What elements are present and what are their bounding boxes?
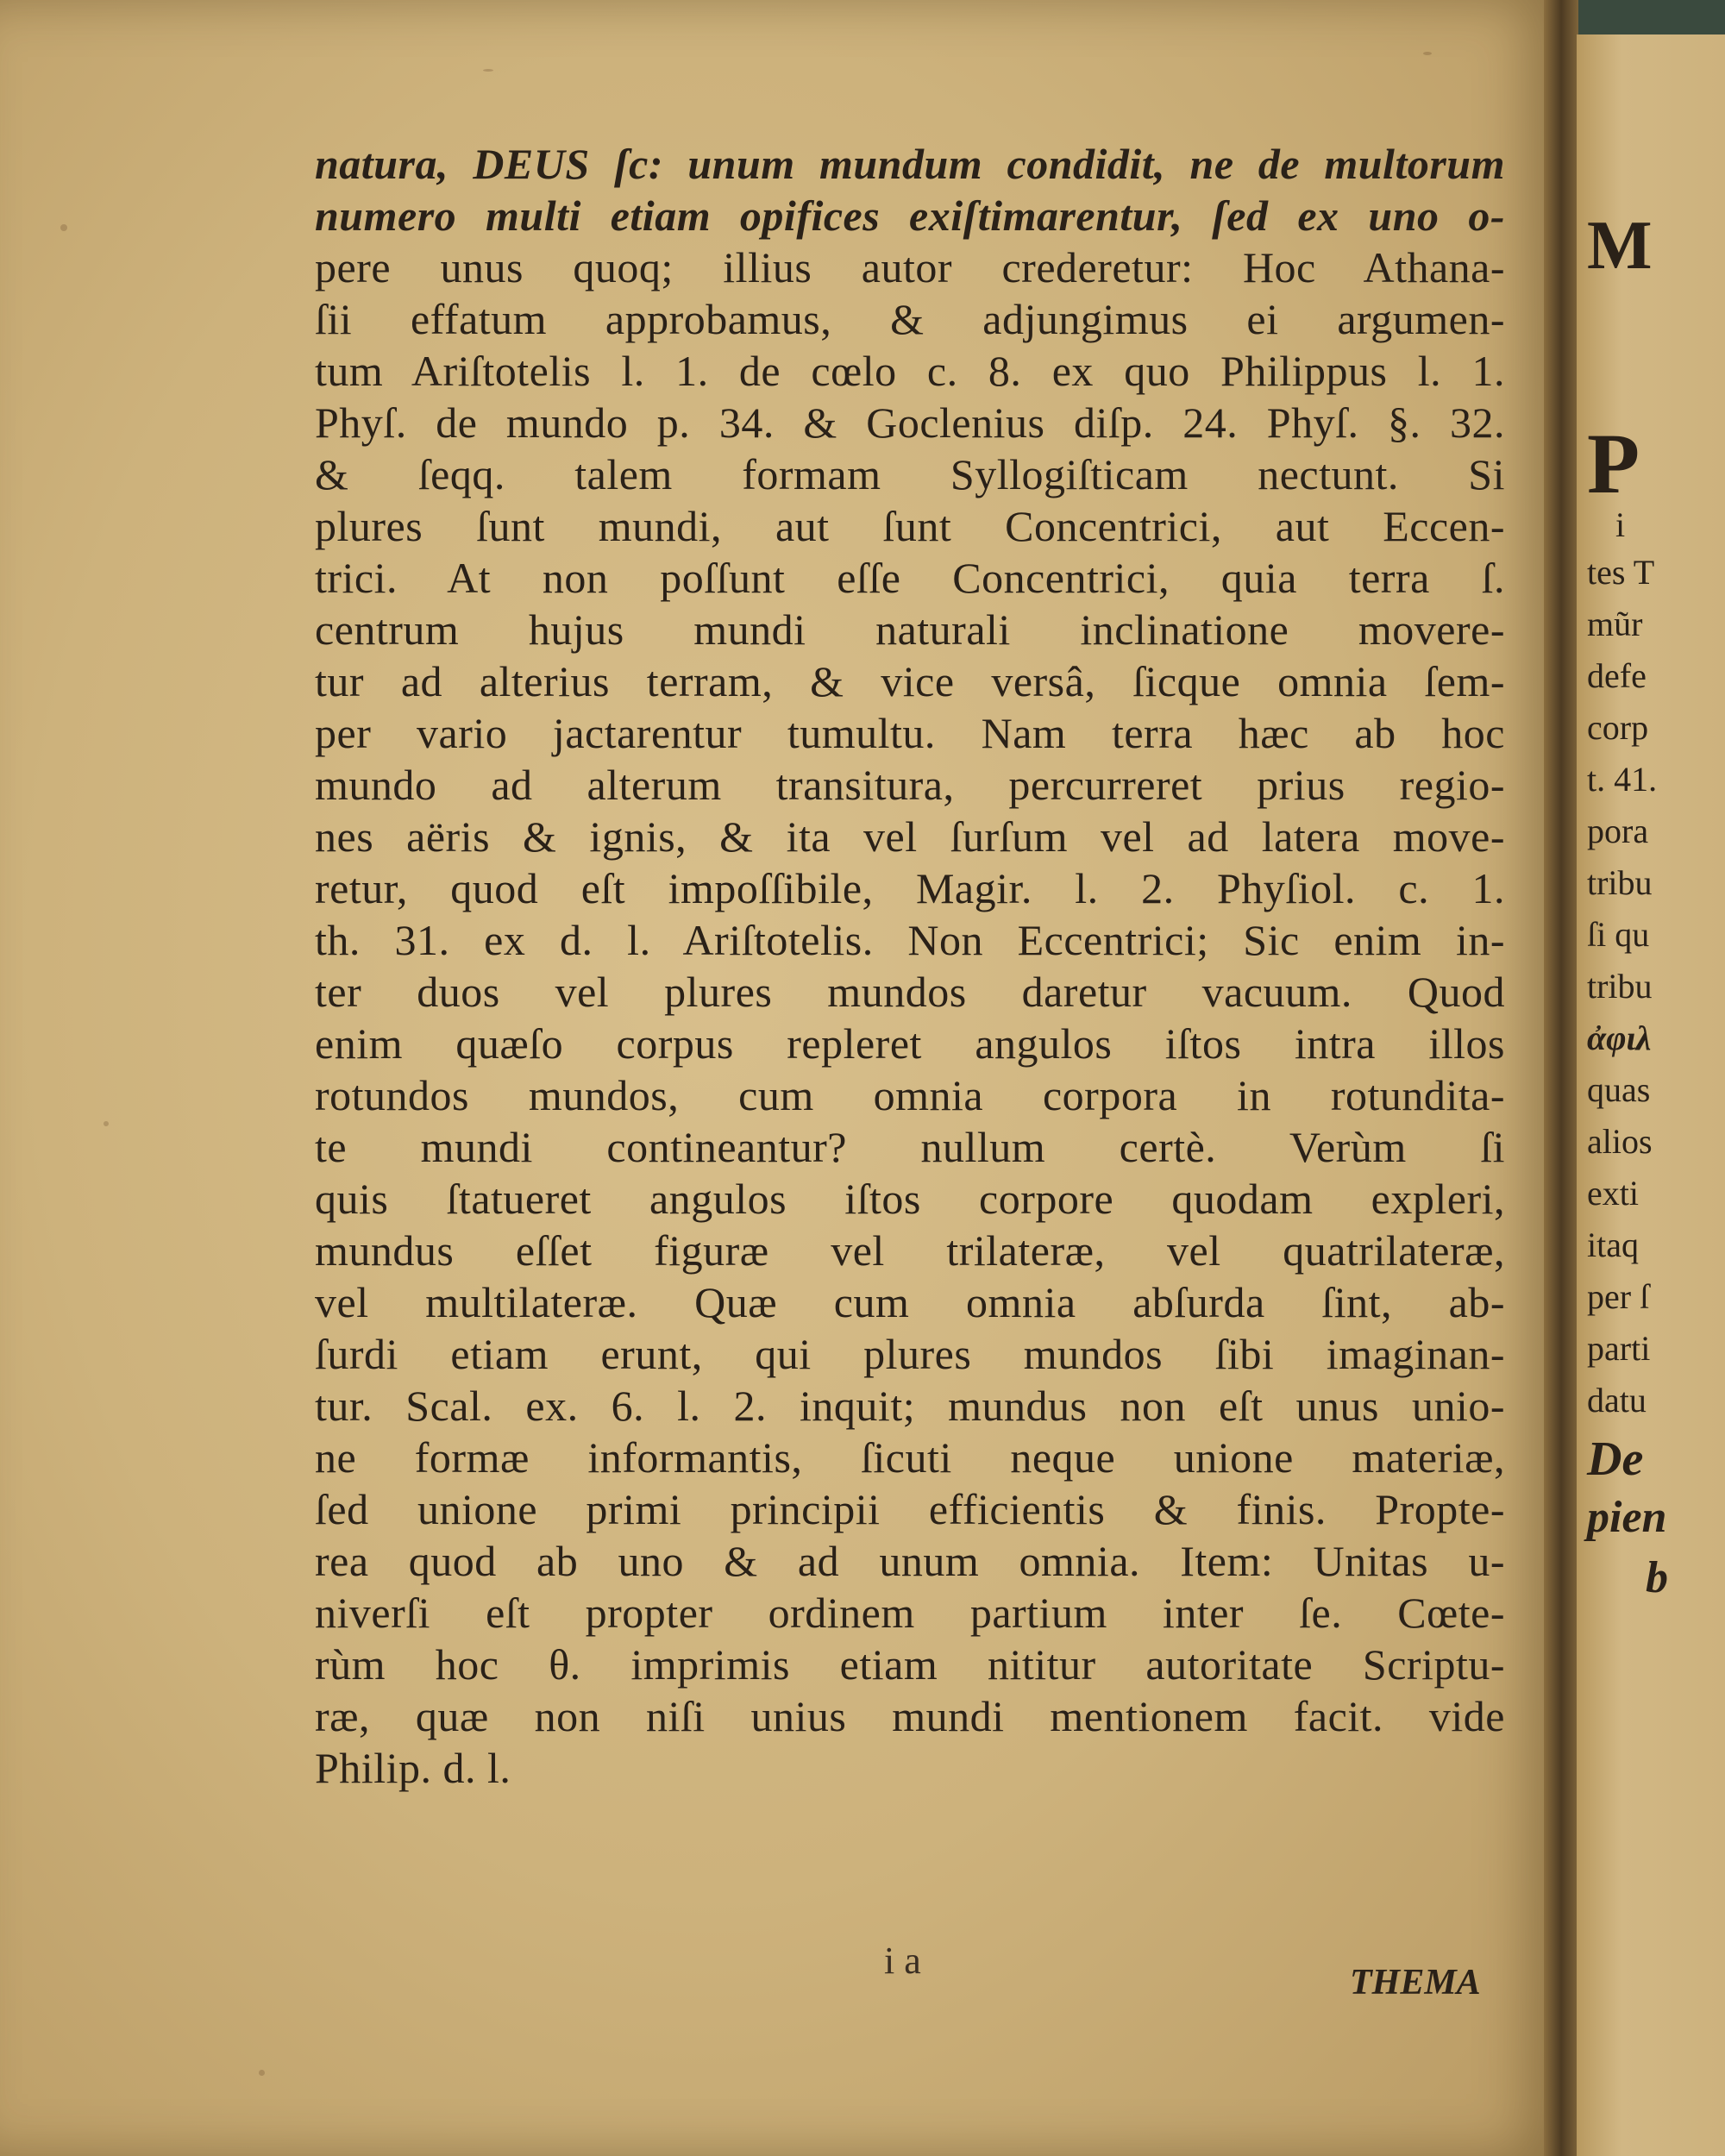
text-line: te mundi contineantur? nullum certè. Verùm ſi <box>315 1123 1505 1171</box>
text-line: trici. At non poſſunt eſſe Concentrici, quia terra ſ. <box>315 554 1505 602</box>
text-line: ſurdi etiam erunt, qui plures mundos ſibi imaginan- <box>315 1330 1505 1378</box>
right-page-fragment: b <box>1646 1553 1668 1602</box>
text-line: per vario jactarentur tumultu. Nam terra hæc ab hoc <box>315 709 1505 757</box>
right-page-fragment: pien <box>1587 1493 1667 1542</box>
text-line: Phyſ. de mundo p. 34. & Goclenius diſp. 24. Phyſ. §. 32. <box>315 398 1505 447</box>
right-page-fragment: per ſ <box>1587 1277 1650 1316</box>
right-page <box>1577 34 1725 2156</box>
right-page-fragment: tribu <box>1587 967 1653 1006</box>
right-page-fragment: ſi qu <box>1587 915 1650 954</box>
book-gutter <box>1544 0 1578 2156</box>
right-page-fragment: tes T <box>1587 553 1655 592</box>
text-line: nes aëris & ignis, & ita vel ſurſum vel ad latera move- <box>315 812 1505 861</box>
text-line: ne formæ informantis, ſicuti neque unione materiæ, <box>315 1433 1505 1482</box>
text-line: pere unus quoq; illius autor crederetur: Hoc Athana- <box>315 243 1505 291</box>
right-page-fragment: tribu <box>1587 863 1653 902</box>
text-line: th. 31. ex d. l. Ariſtotelis. Non Eccentrici; Sic enim in- <box>315 916 1505 964</box>
text-line: & ſeqq. talem formam Syllogiſticam nectunt. Si <box>315 450 1505 498</box>
text-line: quis ſtatueret angulos iſtos corpore quodam expleri, <box>315 1175 1505 1223</box>
text-line: ræ, quæ non niſi unius mundi mentionem facit. vide <box>315 1692 1505 1740</box>
right-page-fragment: corp <box>1587 708 1649 747</box>
text-line: tur. Scal. ex. 6. l. 2. inquit; mundus non eſt unus unio- <box>315 1382 1505 1430</box>
text-line: rùm hoc θ. imprimis etiam nititur autoritate Scriptu- <box>315 1640 1505 1689</box>
right-page-fragment: quas <box>1587 1070 1651 1109</box>
right-page-fragment: itaq <box>1587 1225 1639 1264</box>
text-line: vel multilateræ. Quæ cum omnia abſurda ſint, ab- <box>315 1278 1505 1326</box>
right-page-fragment: mũr <box>1587 605 1643 643</box>
text-line: centrum hujus mundi naturali inclinatione movere- <box>315 605 1505 654</box>
text-line: tur ad alterius terram, & vice versâ, ſicque omnia ſem- <box>315 657 1505 705</box>
text-line: ſed unione primi principii efficientis & finis. Propte- <box>315 1485 1505 1533</box>
text-line: niverſi eſt propter ordinem partium inter ſe. Cœte- <box>315 1589 1505 1637</box>
right-page-fragment: M <box>1587 208 1653 284</box>
catchword: THEMA <box>1350 1963 1481 2002</box>
text-line: rea quod ab uno & ad unum omnia. Item: Unitas u- <box>315 1537 1505 1585</box>
text-line: plures ſunt mundi, aut ſunt Concentrici, aut Eccen- <box>315 502 1505 550</box>
right-page-fragment: datu <box>1587 1381 1647 1420</box>
page-signature: i a <box>884 1940 921 1982</box>
text-line: enim quæſo corpus repleret angulos iſtos intra illos <box>315 1019 1505 1068</box>
right-page-fragment: t. 41. <box>1587 760 1658 799</box>
right-page-fragment: P <box>1587 416 1640 511</box>
right-page-fragment: defe <box>1587 656 1647 695</box>
text-line: mundus eſſet figuræ vel trilateræ, vel quatrilateræ, <box>315 1226 1505 1275</box>
text-line: retur, quod eſt impoſſibile, Magir. l. 2. Phyſiol. c. 1. <box>315 864 1505 912</box>
right-page-fragment: pora <box>1587 812 1649 850</box>
right-page-fragment: ἀφιλ <box>1587 1018 1652 1057</box>
text-line: natura, DEUS ſc: unum mundum condidit, ne de multorum <box>315 140 1505 188</box>
right-page-fragment: De <box>1587 1432 1644 1486</box>
text-line: ter duos vel plures mundos daretur vacuum. Quod <box>315 968 1505 1016</box>
right-page-fragment: alios <box>1587 1122 1653 1161</box>
right-page-fragment: i <box>1615 505 1626 544</box>
text-line: ſii effatum approbamus, & adjungimus ei argumen- <box>315 295 1505 343</box>
text-line: mundo ad alterum transitura, percurreret prius regio- <box>315 761 1505 809</box>
right-page-fragment: parti <box>1587 1329 1651 1368</box>
right-page-fragment: exti <box>1587 1174 1639 1213</box>
text-line: Philip. d. l. <box>315 1744 511 1792</box>
body-text <box>315 138 1505 1794</box>
text-line: tum Ariſtotelis l. 1. de cœlo c. 8. ex quo Philippus l. 1. <box>315 347 1505 395</box>
text-line: numero multi etiam opifices exiſtimarentur, ſed ex uno o- <box>315 191 1505 240</box>
text-line: rotundos mundos, cum omnia corpora in rotundita- <box>315 1071 1505 1119</box>
